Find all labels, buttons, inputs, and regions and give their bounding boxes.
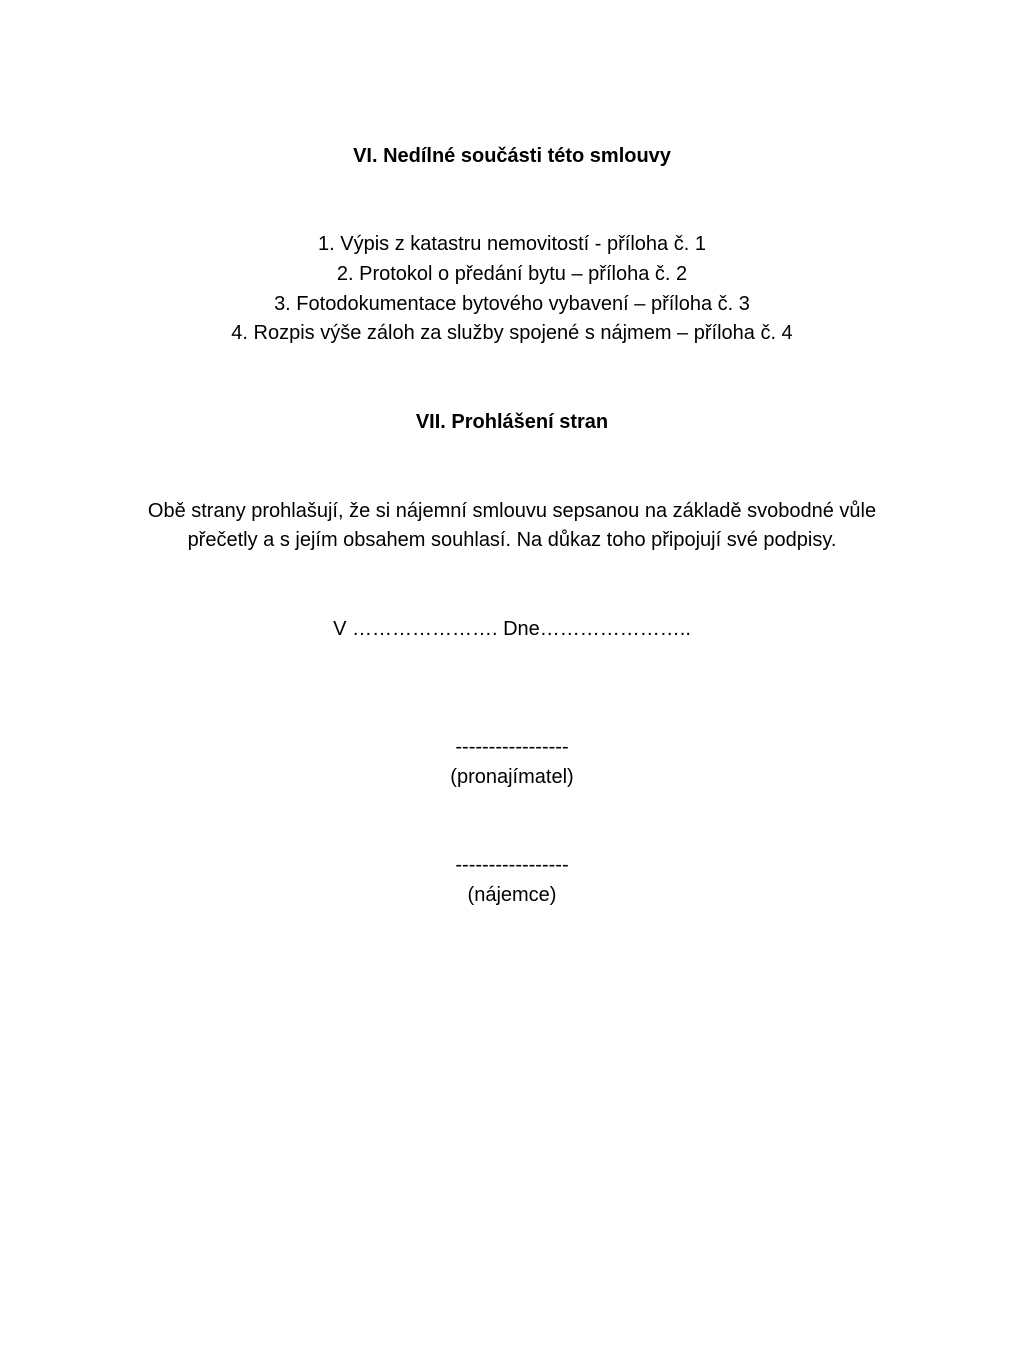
section-7-heading: VII. Prohlášení stran	[415, 411, 609, 433]
place-date-line: V …………………. Dne…………………..	[333, 618, 691, 640]
signature-label-landlord: (pronajímatel)	[450, 766, 574, 788]
attachment-item-1: 1. Výpis z katastru nemovitostí - příloha č. 1	[318, 233, 706, 255]
attachment-item-2: 2. Protokol o předání bytu – příloha č. 2	[336, 263, 688, 285]
signature-label-tenant: (nájemce)	[467, 884, 557, 906]
attachment-item-3: 3. Fotodokumentace bytového vybavení – příloha č. 3	[274, 293, 750, 315]
signature-line-tenant: -----------------	[455, 854, 569, 876]
section-6-heading: VI. Nedílné součásti této smlouvy	[353, 145, 671, 167]
declaration-line-1: Obě strany prohlašují, že si nájemní smlouvu sepsanou na základě svobodné vůle	[147, 500, 877, 522]
declaration-line-2: přečetly a s jejím obsahem souhlasí. Na důkaz toho připojují své podpisy.	[187, 529, 837, 551]
attachment-item-4: 4. Rozpis výše záloh za služby spojené s nájmem – příloha č. 4	[231, 322, 793, 344]
signature-line-landlord: -----------------	[455, 736, 569, 758]
